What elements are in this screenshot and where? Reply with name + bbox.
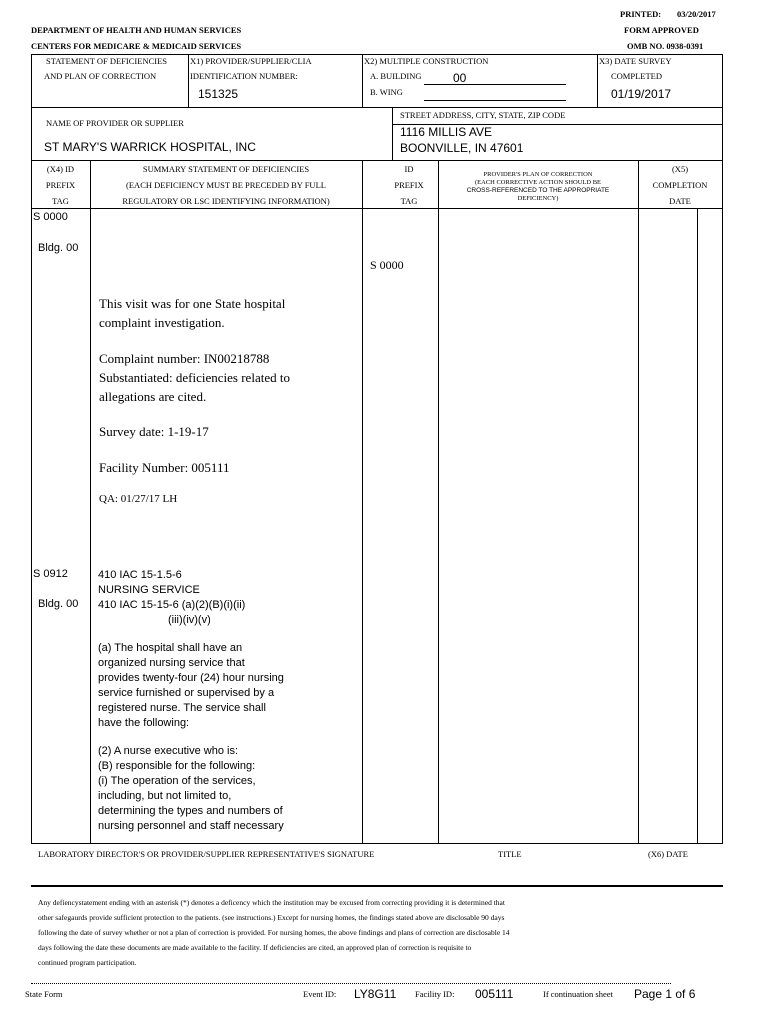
complaint-text [99, 349, 290, 406]
section-a-text [98, 641, 284, 731]
id-header-2: PREFIX [394, 180, 424, 190]
complaint-line-3: allegations are cited. [99, 389, 207, 404]
a-line-5: registered nurse. The service shall [98, 702, 266, 714]
wing-underline [424, 100, 566, 101]
disclaimer-text [38, 895, 510, 970]
disclaimer-line-1: Any defiencystatement ending with an asterisk (*) denotes a deficency which the institution may be excused from correcting providing it is determined that [38, 898, 505, 907]
section-b-text [98, 744, 284, 834]
bldg-s0000: Bldg. 00 [38, 242, 79, 254]
facility-id: 005111 [475, 987, 514, 1001]
centers-name: CENTERS FOR MEDICARE & MEDICAID SERVICES [31, 41, 242, 51]
statement-label-2: AND PLAN OF CORRECTION [44, 71, 157, 81]
building-label: A. BUILDING [370, 71, 422, 81]
box-sep-1 [188, 54, 189, 107]
qa-note: QA: 01/27/17 LH [99, 493, 178, 505]
col-sep-tag [90, 160, 91, 843]
tag-s0000-right: S 0000 [370, 258, 404, 272]
complaint-line-2: Substantiated: deficiencies related to [99, 370, 290, 385]
a-line-4: service furnished or supervised by a [98, 687, 275, 699]
disclaimer-line-5: continued program participation. [38, 958, 137, 967]
x1-label-2: IDENTIFICATION NUMBER: [190, 71, 298, 81]
visit-text [99, 294, 285, 332]
address-line-2: BOONVILLE, IN 47601 [400, 141, 524, 155]
director-signature-label: LABORATORY DIRECTOR'S OR PROVIDER/SUPPLIER REPRESENTATIVE'S SIGNATURE [38, 849, 375, 859]
a-line-6: have the following: [98, 717, 190, 729]
table-top [31, 160, 723, 161]
provider-name: ST MARY'S WARRICK HOSPITAL, INC [44, 140, 256, 154]
wing-label: B. WING [370, 87, 403, 97]
col-sep-id [438, 160, 439, 843]
disclaimer-line-2: other safegaurds provide sufficient protection to the patients. (see instructions.) Except for nursing homes, the findings stated above are disclosable 90 days [38, 913, 505, 922]
printed-date: 03/20/2017 [677, 9, 716, 19]
col-sep-summary [362, 160, 363, 843]
b-line-2: (B) responsible for the following: [98, 760, 256, 772]
a-line-1: (a) The hospital shall have an [98, 642, 243, 654]
signature-rule [31, 885, 723, 887]
building-underline [424, 84, 566, 85]
box-sep-3 [597, 54, 598, 107]
col-sep-plan [638, 160, 639, 843]
event-id-label: Event ID: [303, 989, 337, 999]
printed-label: PRINTED: [620, 9, 662, 19]
table-right-edge [722, 54, 723, 843]
continuation-label: If continuation sheet [543, 989, 613, 999]
a-line-3: provides twenty-four (24) hour nursing [98, 672, 284, 684]
x3-label-2: COMPLETED [611, 71, 662, 81]
date-inner-line [697, 208, 698, 843]
x4-header-3: TAG [52, 196, 69, 206]
x6-date-label: (X6) DATE [648, 849, 688, 859]
id-header-3: TAG [400, 196, 418, 206]
a-line-2: organized nursing service that [98, 657, 245, 669]
tag-s0000: S 0000 [33, 211, 68, 223]
address-line-1: 1116 MILLIS AVE [400, 125, 493, 139]
x1-value: 151325 [198, 87, 239, 101]
box-row1-bottom-right [392, 107, 723, 108]
x4-header-2: PREFIX [45, 180, 76, 190]
reg-line-4: (iii)(iv)(v) [168, 614, 211, 626]
x3-value: 01/19/2017 [611, 87, 672, 101]
omb-number: OMB NO. 0938-0391 [627, 41, 704, 51]
complaint-line-1: Complaint number: IN00218788 [99, 351, 270, 366]
summary-header-2: (EACH DEFICIENCY MUST BE PRECEDED BY FULL [126, 180, 326, 190]
plan-header-4: DEFICIENCY) [517, 195, 559, 202]
id-header-1: ID [404, 164, 414, 174]
summary-header-3: REGULATORY OR LSC IDENTIFYING INFORMATION) [122, 196, 330, 206]
facility-number: Facility Number: 005111 [99, 460, 230, 475]
building-value: 00 [453, 71, 467, 85]
table-header-bottom [31, 208, 723, 209]
box-sep-2 [362, 54, 363, 107]
tag-s0912: S 0912 [33, 568, 68, 580]
plan-header-3: CROSS-REFERENCED TO THE APPROPRIATE [466, 187, 610, 194]
provider-name-label: NAME OF PROVIDER OR SUPPLIER [46, 118, 184, 128]
address-label: STREET ADDRESS, CITY, STATE, ZIP CODE [400, 110, 566, 120]
regulation-citation [98, 568, 245, 628]
x3-label-1: X3) DATE SURVEY [599, 56, 672, 66]
box-row1-bottom-left [31, 107, 392, 108]
disclaimer-line-3: following the date of survey whether or not a plan of correction is provided. For nursing homes, the above findings and plans of correction are disclosable 14 [38, 928, 510, 937]
event-id: LY8G11 [354, 987, 397, 1001]
x1-label-1: X1) PROVIDER/SUPPLIER/CLIA [190, 56, 312, 66]
b-line-3: (i) The operation of the services, [98, 775, 256, 787]
b-line-4: including, but not limited to, [98, 790, 232, 802]
title-label: TITLE [498, 849, 522, 859]
statement-label-1: STATEMENT OF DEFICIENCIES [46, 56, 168, 66]
x5-header-1: (X5) [671, 164, 689, 174]
page-number: Page 1 of 6 [634, 987, 696, 1001]
summary-header-1: SUMMARY STATEMENT OF DEFICIENCIES [142, 164, 310, 174]
reg-line-2: NURSING SERVICE [98, 584, 200, 596]
table-bottom [31, 843, 723, 844]
b-line-1: (2) A nurse executive who is: [98, 745, 239, 757]
x4-header-1: (X4) ID [46, 164, 75, 174]
x5-header-3: DATE [669, 196, 691, 206]
top-rule [31, 54, 723, 55]
reg-line-1: 410 IAC 15-1.5-6 [98, 569, 182, 581]
form-approved: FORM APPROVED [624, 25, 699, 35]
plan-header-1: PROVIDER'S PLAN OF CORRECTION [483, 171, 593, 178]
x2-label: X2) MULTIPLE CONSTRUCTION [364, 56, 489, 66]
department-name: DEPARTMENT OF HEALTH AND HUMAN SERVICES [31, 25, 242, 35]
plan-header-2: (EACH CORRECTIVE ACTION SHOULD BE [474, 179, 602, 186]
disclaimer-line-4: days following the date these documents are made available to the facility. If deficiencies are cited, an approved plan of correction is requisite to [38, 943, 472, 952]
visit-line-1: This visit was for one State hospital [99, 296, 286, 311]
visit-line-2: complaint investigation. [99, 315, 225, 330]
reg-line-3: 410 IAC 15-15-6 (a)(2)(B)(i)(ii) [98, 599, 246, 611]
name-address-sep [392, 107, 393, 160]
state-form: State Form [25, 989, 63, 999]
x5-header-2: COMPLETION [652, 180, 708, 190]
footer-rule [31, 983, 671, 984]
b-line-6: nursing personnel and staff necessary [98, 820, 284, 832]
bldg-s0912: Bldg. 00 [38, 598, 79, 610]
b-line-5: determining the types and numbers of [98, 805, 283, 817]
facility-id-label: Facility ID: [415, 989, 455, 999]
survey-date: Survey date: 1-19-17 [99, 424, 209, 439]
